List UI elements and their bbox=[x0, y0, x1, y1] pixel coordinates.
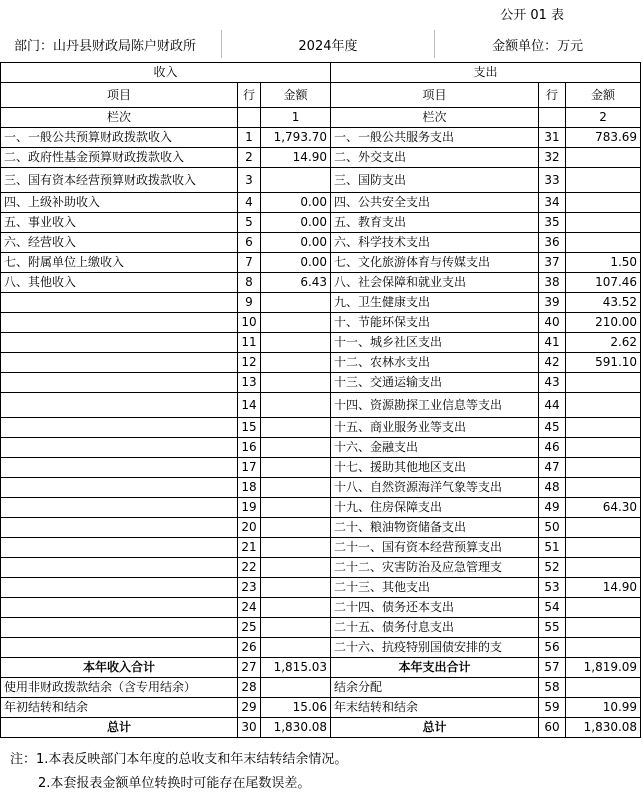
expense-item: 二十六、抗疫特别国债安排的支 bbox=[331, 638, 539, 658]
expense-line-number: 42 bbox=[539, 353, 566, 373]
expense-line-number: 41 bbox=[539, 333, 566, 353]
expense-item: 十七、援助其他地区支出 bbox=[331, 458, 539, 478]
income-amount bbox=[261, 558, 331, 578]
expense-line-number: 44 bbox=[539, 393, 566, 418]
table-row bbox=[1, 273, 641, 293]
income-summary-amount: 15.06 bbox=[261, 698, 331, 718]
table-row bbox=[1, 233, 641, 253]
income-summary-item: 使用非财政拨款结余（含专用结余） bbox=[1, 678, 238, 698]
summary-row bbox=[1, 698, 641, 718]
summary-row bbox=[1, 658, 641, 678]
expense-line-number: 40 bbox=[539, 313, 566, 333]
income-summary-line: 27 bbox=[238, 658, 261, 678]
income-line-number: 25 bbox=[238, 618, 261, 638]
income-line-number: 12 bbox=[238, 353, 261, 373]
table-row bbox=[1, 168, 641, 193]
income-item bbox=[1, 538, 238, 558]
expense-amount bbox=[566, 233, 641, 253]
table-row bbox=[1, 128, 641, 148]
income-item bbox=[1, 578, 238, 598]
income-lanci-line bbox=[238, 108, 261, 128]
expense-lanci-label: 栏次 bbox=[331, 108, 539, 128]
expense-line-number: 47 bbox=[539, 458, 566, 478]
income-line-number: 4 bbox=[238, 193, 261, 213]
expense-amount bbox=[566, 418, 641, 438]
income-summary-item: 总计 bbox=[1, 718, 238, 738]
expense-amount bbox=[566, 518, 641, 538]
expense-line-number: 56 bbox=[539, 638, 566, 658]
income-summary-item: 本年收入合计 bbox=[1, 658, 238, 678]
income-item bbox=[1, 598, 238, 618]
expense-amount bbox=[566, 193, 641, 213]
income-line-number: 8 bbox=[238, 273, 261, 293]
expense-summary-line: 58 bbox=[539, 678, 566, 698]
summary-row bbox=[1, 678, 641, 698]
expense-line-number: 36 bbox=[539, 233, 566, 253]
income-summary-line: 30 bbox=[238, 718, 261, 738]
income-item bbox=[1, 393, 238, 418]
table-row bbox=[1, 148, 641, 168]
expense-item: 六、科学技术支出 bbox=[331, 233, 539, 253]
table-row bbox=[1, 598, 641, 618]
expense-amount bbox=[566, 438, 641, 458]
income-expense-table bbox=[0, 62, 641, 738]
expense-summary-line: 57 bbox=[539, 658, 566, 678]
income-item: 一、一般公共预算财政拨款收入 bbox=[1, 128, 238, 148]
income-line-number: 2 bbox=[238, 148, 261, 168]
table-row bbox=[1, 538, 641, 558]
income-line-number: 13 bbox=[238, 373, 261, 393]
expense-amount: 14.90 bbox=[566, 578, 641, 598]
table-row bbox=[1, 353, 641, 373]
table-row bbox=[1, 438, 641, 458]
expense-amount: 43.52 bbox=[566, 293, 641, 313]
expense-line-number: 31 bbox=[539, 128, 566, 148]
table-row bbox=[1, 313, 641, 333]
income-amount: 6.43 bbox=[261, 273, 331, 293]
income-summary-amount: 1,830.08 bbox=[261, 718, 331, 738]
income-item-header: 项目 bbox=[1, 83, 238, 108]
table-row bbox=[1, 478, 641, 498]
expense-item: 十五、商业服务业等支出 bbox=[331, 418, 539, 438]
expense-line-number: 34 bbox=[539, 193, 566, 213]
income-item bbox=[1, 353, 238, 373]
expense-line-number: 43 bbox=[539, 373, 566, 393]
expense-line-number: 50 bbox=[539, 518, 566, 538]
income-amount bbox=[261, 498, 331, 518]
income-item bbox=[1, 418, 238, 438]
income-item bbox=[1, 313, 238, 333]
table-row bbox=[1, 518, 641, 538]
table-row bbox=[1, 253, 641, 273]
column-header-row bbox=[1, 83, 641, 108]
income-line-number: 19 bbox=[238, 498, 261, 518]
income-item: 六、经营收入 bbox=[1, 233, 238, 253]
expense-line-number: 54 bbox=[539, 598, 566, 618]
expense-line-number: 52 bbox=[539, 558, 566, 578]
expense-item-header: 项目 bbox=[331, 83, 539, 108]
income-amount bbox=[261, 333, 331, 353]
income-amount: 0.00 bbox=[261, 233, 331, 253]
expense-summary-item: 总计 bbox=[331, 718, 539, 738]
expense-line-number: 37 bbox=[539, 253, 566, 273]
income-item bbox=[1, 618, 238, 638]
income-line-number: 3 bbox=[238, 168, 261, 193]
income-summary-line: 29 bbox=[238, 698, 261, 718]
expense-item: 二、外交支出 bbox=[331, 148, 539, 168]
income-amount bbox=[261, 168, 331, 193]
footnotes bbox=[10, 748, 347, 796]
income-item: 七、附属单位上缴收入 bbox=[1, 253, 238, 273]
income-amount bbox=[261, 598, 331, 618]
currency-unit: 金额单位：万元 bbox=[435, 30, 640, 58]
report-header bbox=[0, 30, 640, 58]
footnote-2: 2.本套报表金额单位转换时可能存在尾数误差。 bbox=[38, 776, 311, 791]
expense-summary-line: 59 bbox=[539, 698, 566, 718]
income-line-number: 5 bbox=[238, 213, 261, 233]
expense-line-number: 35 bbox=[539, 213, 566, 233]
expense-item: 二十、粮油物资储备支出 bbox=[331, 518, 539, 538]
expense-item: 十、节能环保支出 bbox=[331, 313, 539, 333]
income-item bbox=[1, 438, 238, 458]
income-line-number: 14 bbox=[238, 393, 261, 418]
income-item bbox=[1, 638, 238, 658]
income-amount bbox=[261, 538, 331, 558]
expense-item: 十六、金融支出 bbox=[331, 438, 539, 458]
table-row bbox=[1, 333, 641, 353]
expense-line-number: 45 bbox=[539, 418, 566, 438]
income-line-number: 23 bbox=[238, 578, 261, 598]
income-item bbox=[1, 293, 238, 313]
table-row bbox=[1, 558, 641, 578]
table-row bbox=[1, 498, 641, 518]
expense-item: 五、教育支出 bbox=[331, 213, 539, 233]
expense-item: 十四、资源勘探工业信息等支出 bbox=[331, 393, 539, 418]
expense-summary-item: 年末结转和结余 bbox=[331, 698, 539, 718]
income-line-number: 16 bbox=[238, 438, 261, 458]
income-amount: 0.00 bbox=[261, 253, 331, 273]
income-section-header: 收入 bbox=[1, 63, 331, 83]
expense-line-number: 39 bbox=[539, 293, 566, 313]
expense-line-number: 53 bbox=[539, 578, 566, 598]
income-amount bbox=[261, 418, 331, 438]
expense-amount bbox=[566, 618, 641, 638]
expense-item: 十三、交通运输支出 bbox=[331, 373, 539, 393]
income-amount bbox=[261, 518, 331, 538]
expense-summary-amount: 1,819.09 bbox=[566, 658, 641, 678]
expense-item: 二十三、其他支出 bbox=[331, 578, 539, 598]
income-amount bbox=[261, 438, 331, 458]
income-item bbox=[1, 458, 238, 478]
expense-lanci-line bbox=[539, 108, 566, 128]
expense-amount bbox=[566, 538, 641, 558]
expense-amount bbox=[566, 148, 641, 168]
income-line-number: 21 bbox=[238, 538, 261, 558]
expense-summary-item: 结余分配 bbox=[331, 678, 539, 698]
table-row bbox=[1, 373, 641, 393]
expense-item: 八、社会保障和就业支出 bbox=[331, 273, 539, 293]
expense-amount bbox=[566, 393, 641, 418]
expense-amount bbox=[566, 558, 641, 578]
expense-item: 四、公共安全支出 bbox=[331, 193, 539, 213]
income-item bbox=[1, 478, 238, 498]
income-amount bbox=[261, 313, 331, 333]
expense-item: 二十四、债务还本支出 bbox=[331, 598, 539, 618]
expense-line-number: 55 bbox=[539, 618, 566, 638]
income-line-number: 17 bbox=[238, 458, 261, 478]
income-summary-line: 28 bbox=[238, 678, 261, 698]
income-lanci-label: 栏次 bbox=[1, 108, 238, 128]
expense-item: 二十二、灾害防治及应急管理支 bbox=[331, 558, 539, 578]
expense-amount: 64.30 bbox=[566, 498, 641, 518]
income-item bbox=[1, 558, 238, 578]
income-amount bbox=[261, 353, 331, 373]
expense-lanci-number: 2 bbox=[566, 108, 641, 128]
footnote-1: 注：1.本表反映部门本年度的总收支和年末结转结余情况。 bbox=[10, 752, 348, 767]
expense-amount: 2.62 bbox=[566, 333, 641, 353]
income-amount: 0.00 bbox=[261, 213, 331, 233]
income-item: 三、国有资本经营预算财政拨款收入 bbox=[1, 168, 238, 193]
income-line-number: 26 bbox=[238, 638, 261, 658]
income-line-header: 行 bbox=[238, 83, 261, 108]
expense-amount bbox=[566, 478, 641, 498]
form-number: 公开 01 表 bbox=[500, 8, 564, 23]
expense-amount bbox=[566, 598, 641, 618]
income-line-number: 15 bbox=[238, 418, 261, 438]
expense-amount: 1.50 bbox=[566, 253, 641, 273]
expense-summary-amount: 10.99 bbox=[566, 698, 641, 718]
income-amount bbox=[261, 578, 331, 598]
table-row bbox=[1, 458, 641, 478]
income-item bbox=[1, 518, 238, 538]
expense-amount-header: 金额 bbox=[566, 83, 641, 108]
expense-amount: 783.69 bbox=[566, 128, 641, 148]
expense-line-number: 46 bbox=[539, 438, 566, 458]
expense-amount: 107.46 bbox=[566, 273, 641, 293]
income-summary-amount bbox=[261, 678, 331, 698]
expense-item: 二十一、国有资本经营预算支出 bbox=[331, 538, 539, 558]
expense-amount bbox=[566, 213, 641, 233]
income-summary-item: 年初结转和结余 bbox=[1, 698, 238, 718]
income-lanci-number: 1 bbox=[261, 108, 331, 128]
expense-line-number: 49 bbox=[539, 498, 566, 518]
income-line-number: 22 bbox=[238, 558, 261, 578]
expense-summary-item: 本年支出合计 bbox=[331, 658, 539, 678]
expense-line-number: 48 bbox=[539, 478, 566, 498]
income-line-number: 20 bbox=[238, 518, 261, 538]
income-line-number: 24 bbox=[238, 598, 261, 618]
income-item: 二、政府性基金预算财政拨款收入 bbox=[1, 148, 238, 168]
lanci-row bbox=[1, 108, 641, 128]
table-row bbox=[1, 578, 641, 598]
income-amount: 0.00 bbox=[261, 193, 331, 213]
income-line-number: 18 bbox=[238, 478, 261, 498]
report-year: 2024年度 bbox=[221, 30, 435, 58]
expense-line-number: 51 bbox=[539, 538, 566, 558]
income-amount bbox=[261, 638, 331, 658]
summary-row bbox=[1, 718, 641, 738]
income-amount bbox=[261, 293, 331, 313]
expense-amount: 210.00 bbox=[566, 313, 641, 333]
expense-item: 二十五、债务付息支出 bbox=[331, 618, 539, 638]
income-line-number: 6 bbox=[238, 233, 261, 253]
expense-amount bbox=[566, 373, 641, 393]
income-item bbox=[1, 333, 238, 353]
expense-item: 十九、住房保障支出 bbox=[331, 498, 539, 518]
expense-item: 十一、城乡社区支出 bbox=[331, 333, 539, 353]
table-row bbox=[1, 638, 641, 658]
income-amount bbox=[261, 373, 331, 393]
table-row bbox=[1, 418, 641, 438]
income-amount bbox=[261, 618, 331, 638]
table-row bbox=[1, 618, 641, 638]
expense-line-number: 38 bbox=[539, 273, 566, 293]
income-item: 四、上级补助收入 bbox=[1, 193, 238, 213]
income-line-number: 7 bbox=[238, 253, 261, 273]
income-item bbox=[1, 498, 238, 518]
department-label: 部门：山丹县财政局陈户财政所 bbox=[14, 38, 197, 54]
expense-line-header: 行 bbox=[539, 83, 566, 108]
income-line-number: 10 bbox=[238, 313, 261, 333]
income-item: 八、其他收入 bbox=[1, 273, 238, 293]
income-line-number: 1 bbox=[238, 128, 261, 148]
expense-summary-line: 60 bbox=[539, 718, 566, 738]
expense-amount bbox=[566, 458, 641, 478]
table-row bbox=[1, 193, 641, 213]
income-amount: 1,793.70 bbox=[261, 128, 331, 148]
income-amount-header: 金额 bbox=[261, 83, 331, 108]
expense-item: 十八、自然资源海洋气象等支出 bbox=[331, 478, 539, 498]
table-row bbox=[1, 213, 641, 233]
income-item bbox=[1, 373, 238, 393]
income-line-number: 9 bbox=[238, 293, 261, 313]
section-header-row bbox=[1, 63, 641, 83]
income-amount bbox=[261, 458, 331, 478]
income-amount: 14.90 bbox=[261, 148, 331, 168]
expense-summary-amount bbox=[566, 678, 641, 698]
income-line-number: 11 bbox=[238, 333, 261, 353]
expense-item: 十二、农林水支出 bbox=[331, 353, 539, 373]
income-amount bbox=[261, 478, 331, 498]
expense-item: 九、卫生健康支出 bbox=[331, 293, 539, 313]
expense-summary-amount: 1,830.08 bbox=[566, 718, 641, 738]
expense-item: 三、国防支出 bbox=[331, 168, 539, 193]
income-amount bbox=[261, 393, 331, 418]
table-row bbox=[1, 393, 641, 418]
expense-item: 一、一般公共服务支出 bbox=[331, 128, 539, 148]
expense-amount: 591.10 bbox=[566, 353, 641, 373]
income-summary-amount: 1,815.03 bbox=[261, 658, 331, 678]
income-item: 五、事业收入 bbox=[1, 213, 238, 233]
expense-line-number: 32 bbox=[539, 148, 566, 168]
expense-section-header: 支出 bbox=[331, 63, 641, 83]
expense-amount bbox=[566, 638, 641, 658]
table-row bbox=[1, 293, 641, 313]
expense-amount bbox=[566, 168, 641, 193]
expense-item: 七、文化旅游体育与传媒支出 bbox=[331, 253, 539, 273]
expense-line-number: 33 bbox=[539, 168, 566, 193]
